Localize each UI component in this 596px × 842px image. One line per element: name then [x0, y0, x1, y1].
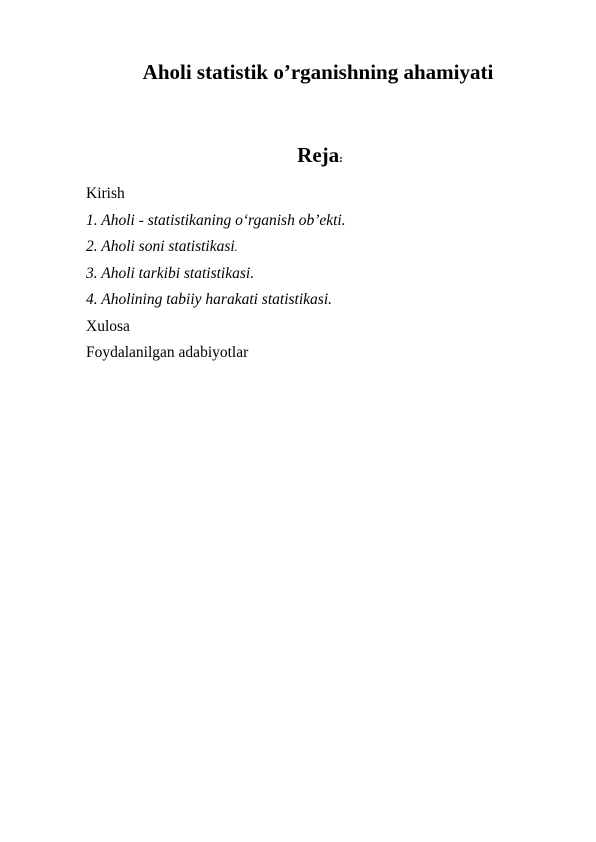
plan-heading	[0, 141, 596, 173]
plan-item-text: 1. Aholi - statistikaning o‘rganish ob’ekti.	[86, 211, 346, 229]
plan-item-introduction	[86, 181, 566, 208]
plan-list	[86, 181, 566, 367]
plan-item-conclusion	[86, 314, 566, 341]
plan-heading-colon: :	[339, 153, 343, 165]
plan-item-text: Kirish	[86, 185, 125, 202]
plan-item-text: 4. Aholining tabiiy harakati statistikasi.	[86, 291, 332, 308]
plan-item-references	[86, 340, 566, 367]
plan-item-text: 3. Aholi tarkibi statistikasi.	[86, 264, 255, 282]
document-title: Aholi statistik o’rganishning ahamiyati	[142, 60, 494, 84]
plan-item-text: Xulosa	[86, 317, 130, 335]
plan-heading-text: Reja	[297, 143, 340, 167]
plan-item-suffix: .	[234, 242, 238, 254]
plan-item-text: Foydalanilgan adabiyotlar	[86, 344, 249, 361]
plan-item-2	[86, 234, 566, 261]
plan-item-4	[86, 287, 566, 314]
plan-item-text: 2. Aholi soni statistikasi	[86, 238, 235, 255]
plan-item-3	[86, 261, 566, 288]
plan-item-1	[86, 208, 566, 235]
